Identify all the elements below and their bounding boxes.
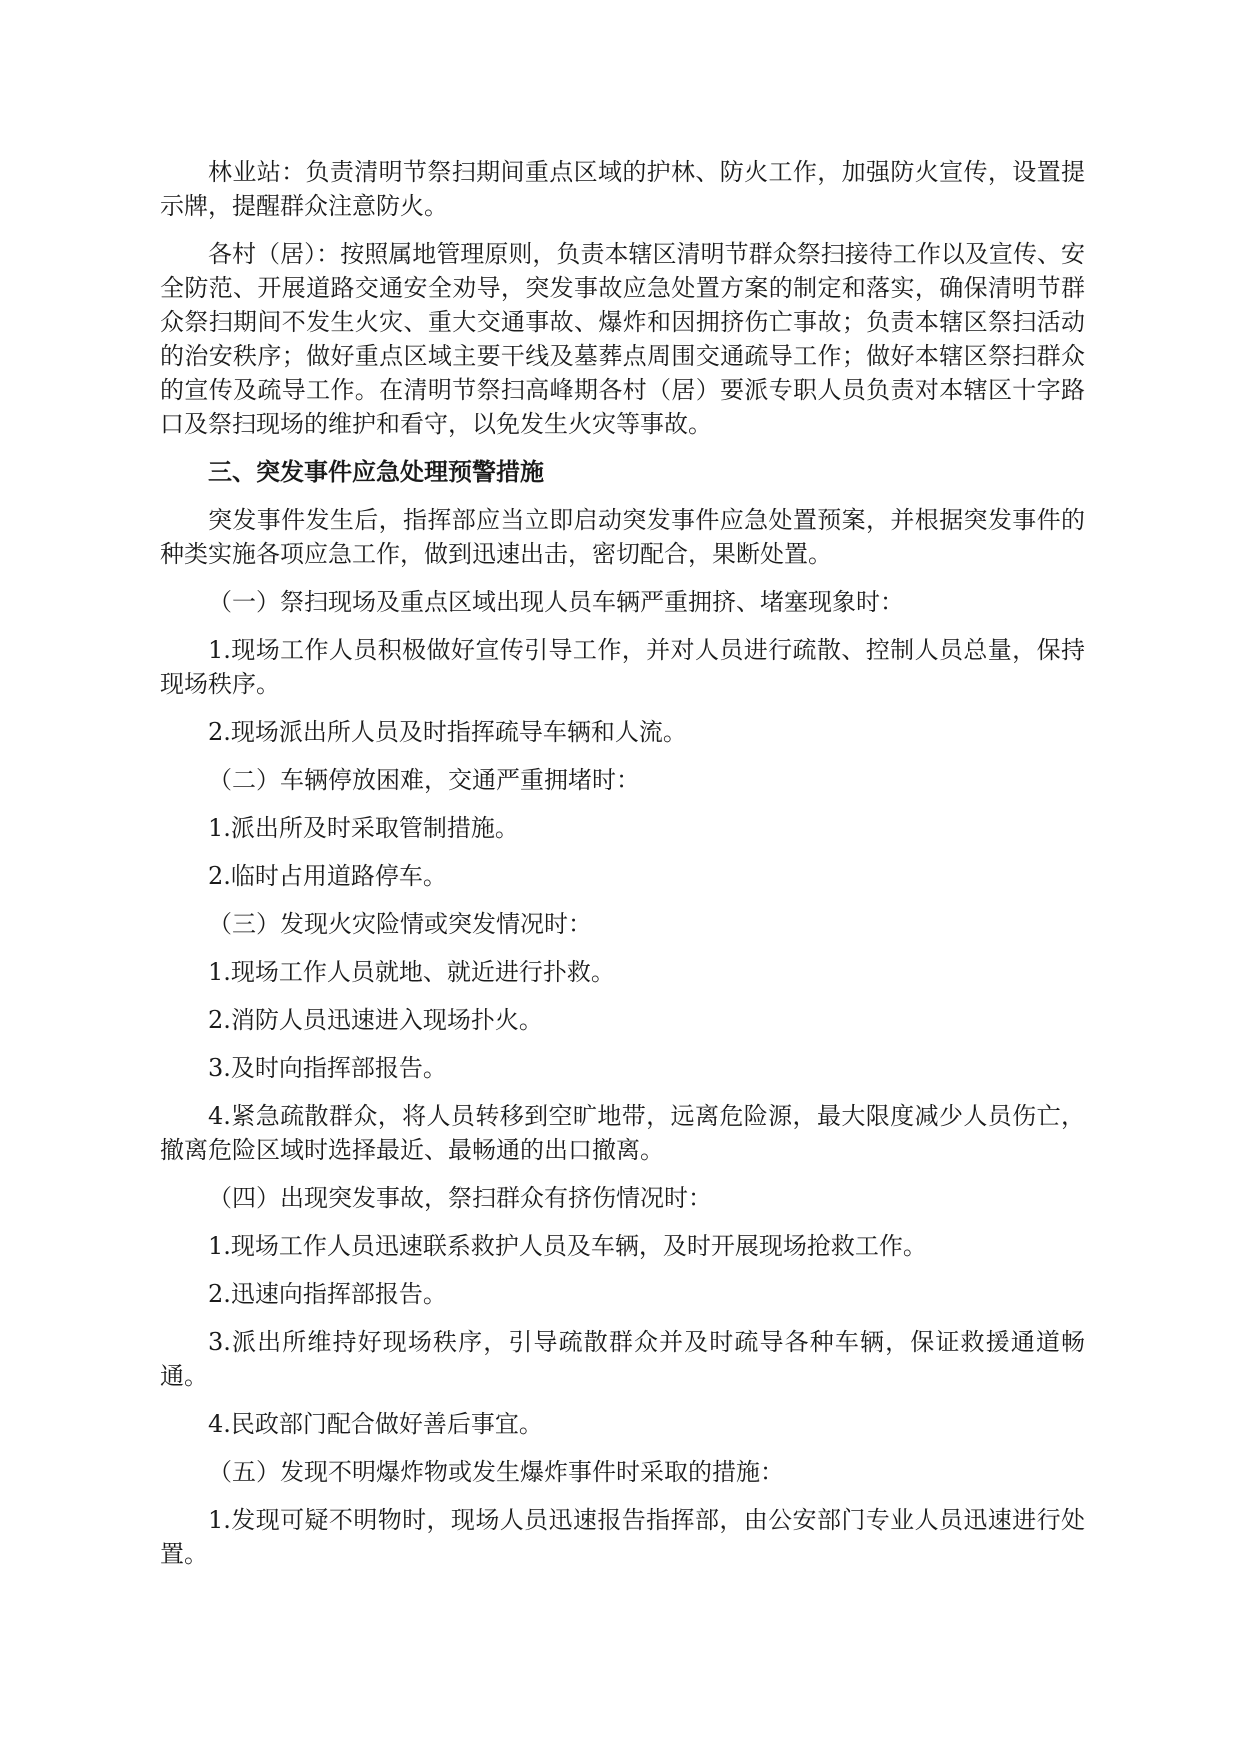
list-item: 2.现场派出所人员及时指挥疏导车辆和人流。 <box>208 718 687 746</box>
subsection-5-heading: （五）发现不明爆炸物或发生爆炸事件时采取的措施： <box>208 1458 784 1486</box>
list-item: 3.及时向指挥部报告。 <box>208 1054 447 1082</box>
list-item: 1.发现可疑不明物时，现场人员迅速报告指挥部，由公安部门专业人员迅速进行处置。 <box>160 1506 1085 1568</box>
list-item: 1.现场工作人员迅速联系救护人员及车辆，及时开展现场抢救工作。 <box>208 1232 927 1260</box>
list-item: 3.派出所维持好现场秩序，引导疏散群众并及时疏导各种车辆，保证救援通道畅通。 <box>160 1328 1085 1390</box>
paragraph-forestry-station: 林业站：负责清明节祭扫期间重点区域的护林、防火工作，加强防火宣传，设置提示牌，提醒群众注意防火。 <box>160 158 1085 220</box>
subsection-3-heading: （三）发现火灾险情或突发情况时： <box>208 910 592 938</box>
list-item: 1.现场工作人员就地、就近进行扑救。 <box>208 958 615 986</box>
paragraph-villages: 各村（居）：按照属地管理原则，负责本辖区清明节群众祭扫接待工作以及宣传、安全防范、开展道路交通安全劝导，突发事故应急处置方案的制定和落实，确保清明节群众祭扫期间不发生火灾、重大交通事故、爆炸和因拥挤伤亡事故；负责本辖区祭扫活动的治安秩序；做好重点区域主要干线及墓葬点周围交通疏导工作；做好本辖区祭扫群众的宣传及疏导工作。在清明节祭扫高峰期各村（居）要派专职人员负责对本辖区十字路口及祭扫现场的维护和看守，以免发生火灾等事故。 <box>160 240 1085 438</box>
paragraph-intro: 突发事件发生后，指挥部应当立即启动突发事件应急处置预案，并根据突发事件的种类实施各项应急工作，做到迅速出击，密切配合，果断处置。 <box>160 506 1085 568</box>
document-page <box>160 155 1085 1585</box>
subsection-4-heading: （四）出现突发事故，祭扫群众有挤伤情况时： <box>208 1184 712 1212</box>
section-heading-3: 三、突发事件应急处理预警措施 <box>208 458 544 486</box>
list-item: 1.现场工作人员积极做好宣传引导工作，并对人员进行疏散、控制人员总量，保持现场秩序。 <box>160 636 1085 698</box>
list-item: 4.紧急疏散群众，将人员转移到空旷地带，远离危险源，最大限度减少人员伤亡，撤离危险区域时选择最近、最畅通的出口撤离。 <box>160 1102 1085 1164</box>
list-item: 4.民政部门配合做好善后事宜。 <box>208 1410 543 1438</box>
list-item: 2.迅速向指挥部报告。 <box>208 1280 447 1308</box>
subsection-2-heading: （二）车辆停放困难，交通严重拥堵时： <box>208 766 640 794</box>
subsection-1-heading: （一）祭扫现场及重点区域出现人员车辆严重拥挤、堵塞现象时： <box>208 588 904 616</box>
list-item: 2.临时占用道路停车。 <box>208 862 447 890</box>
list-item: 1.派出所及时采取管制措施。 <box>208 814 519 842</box>
list-item: 2.消防人员迅速进入现场扑火。 <box>208 1006 543 1034</box>
